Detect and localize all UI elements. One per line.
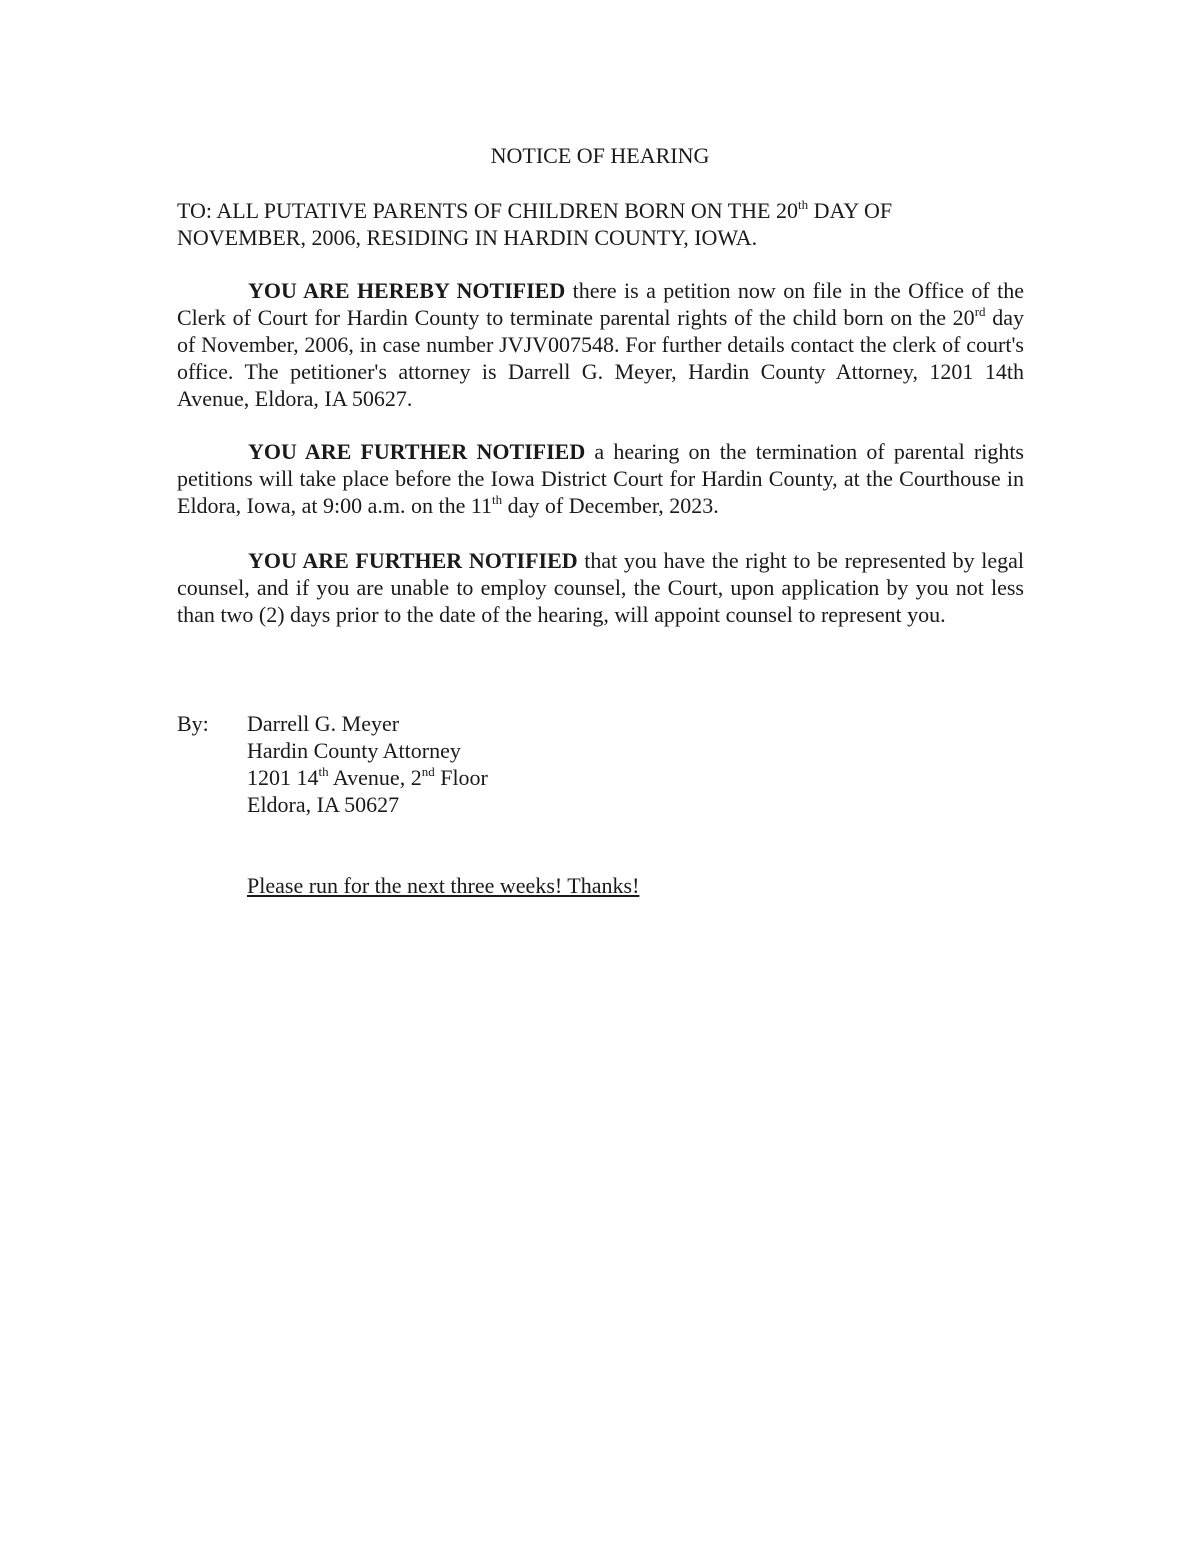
- paragraph-text: that you have the right to be represented by legal counsel, and if you are unable to employ counsel, the Court, upon application by you not less than two (2) days prior to the date of the hearing, will appoint counsel to represent you.: [177, 548, 1024, 627]
- addressee-block: [177, 197, 1037, 251]
- notice-paragraph-petition: [177, 277, 1024, 412]
- address-text: 1201 14: [247, 765, 319, 790]
- signature-by-label: By:: [177, 711, 209, 736]
- ordinal-suffix: rd: [974, 304, 986, 319]
- address-text: Avenue, 2: [328, 765, 422, 790]
- paragraph-lead: YOU ARE FURTHER NOTIFIED: [248, 548, 578, 573]
- ordinal-suffix: nd: [421, 764, 435, 779]
- ordinal-suffix: th: [492, 492, 503, 507]
- ordinal-suffix: th: [798, 197, 809, 212]
- paragraph-lead: YOU ARE FURTHER NOTIFIED: [248, 439, 586, 464]
- address-text: Floor: [434, 765, 488, 790]
- notice-paragraph-counsel: [177, 547, 1024, 628]
- addressee-line-1-end: DAY OF: [808, 198, 893, 223]
- signer-address: [247, 764, 488, 791]
- signature-block: [247, 710, 488, 818]
- addressee-line-2: NOVEMBER, 2006, RESIDING IN HARDIN COUNTY, IOWA.: [177, 225, 758, 250]
- paragraph-text: there is a petition now on file in the Office of the Clerk of Court for Hardin County to terminate parental rights of the child born on the 20: [177, 278, 1024, 330]
- publication-note: Please run for the next three weeks! Thanks!: [247, 873, 640, 898]
- signer-city: Eldora, IA 50627: [247, 792, 400, 817]
- addressee-line-1: [177, 197, 1037, 224]
- paragraph-text: day of November, 2006, in case number JVJV007548. For further details contact the clerk of court's office. The petitioner's attorney is Darrell G. Meyer, Hardin County Attorney, 1201 14th Avenue, Eldora, IA 50627.: [177, 305, 1025, 411]
- paragraph-lead: YOU ARE HEREBY NOTIFIED: [248, 278, 566, 303]
- addressee-line-1-text: TO: ALL PUTATIVE PARENTS OF CHILDREN BORN ON THE 20: [177, 198, 798, 223]
- ordinal-suffix: th: [318, 764, 329, 779]
- page-title: NOTICE OF HEARING: [490, 143, 710, 168]
- paragraph-text: day of December, 2023.: [502, 493, 719, 518]
- signer-name: Darrell G. Meyer: [247, 711, 400, 736]
- notice-paragraph-hearing: [177, 438, 1024, 519]
- paragraph-text: a hearing on the termination of parental rights petitions will take place before the Iowa District Court for Hardin County, at the Courthouse in Eldora, Iowa, at 9:00 a.m. on the 11: [177, 439, 1024, 518]
- signer-office: Hardin County Attorney: [247, 738, 461, 763]
